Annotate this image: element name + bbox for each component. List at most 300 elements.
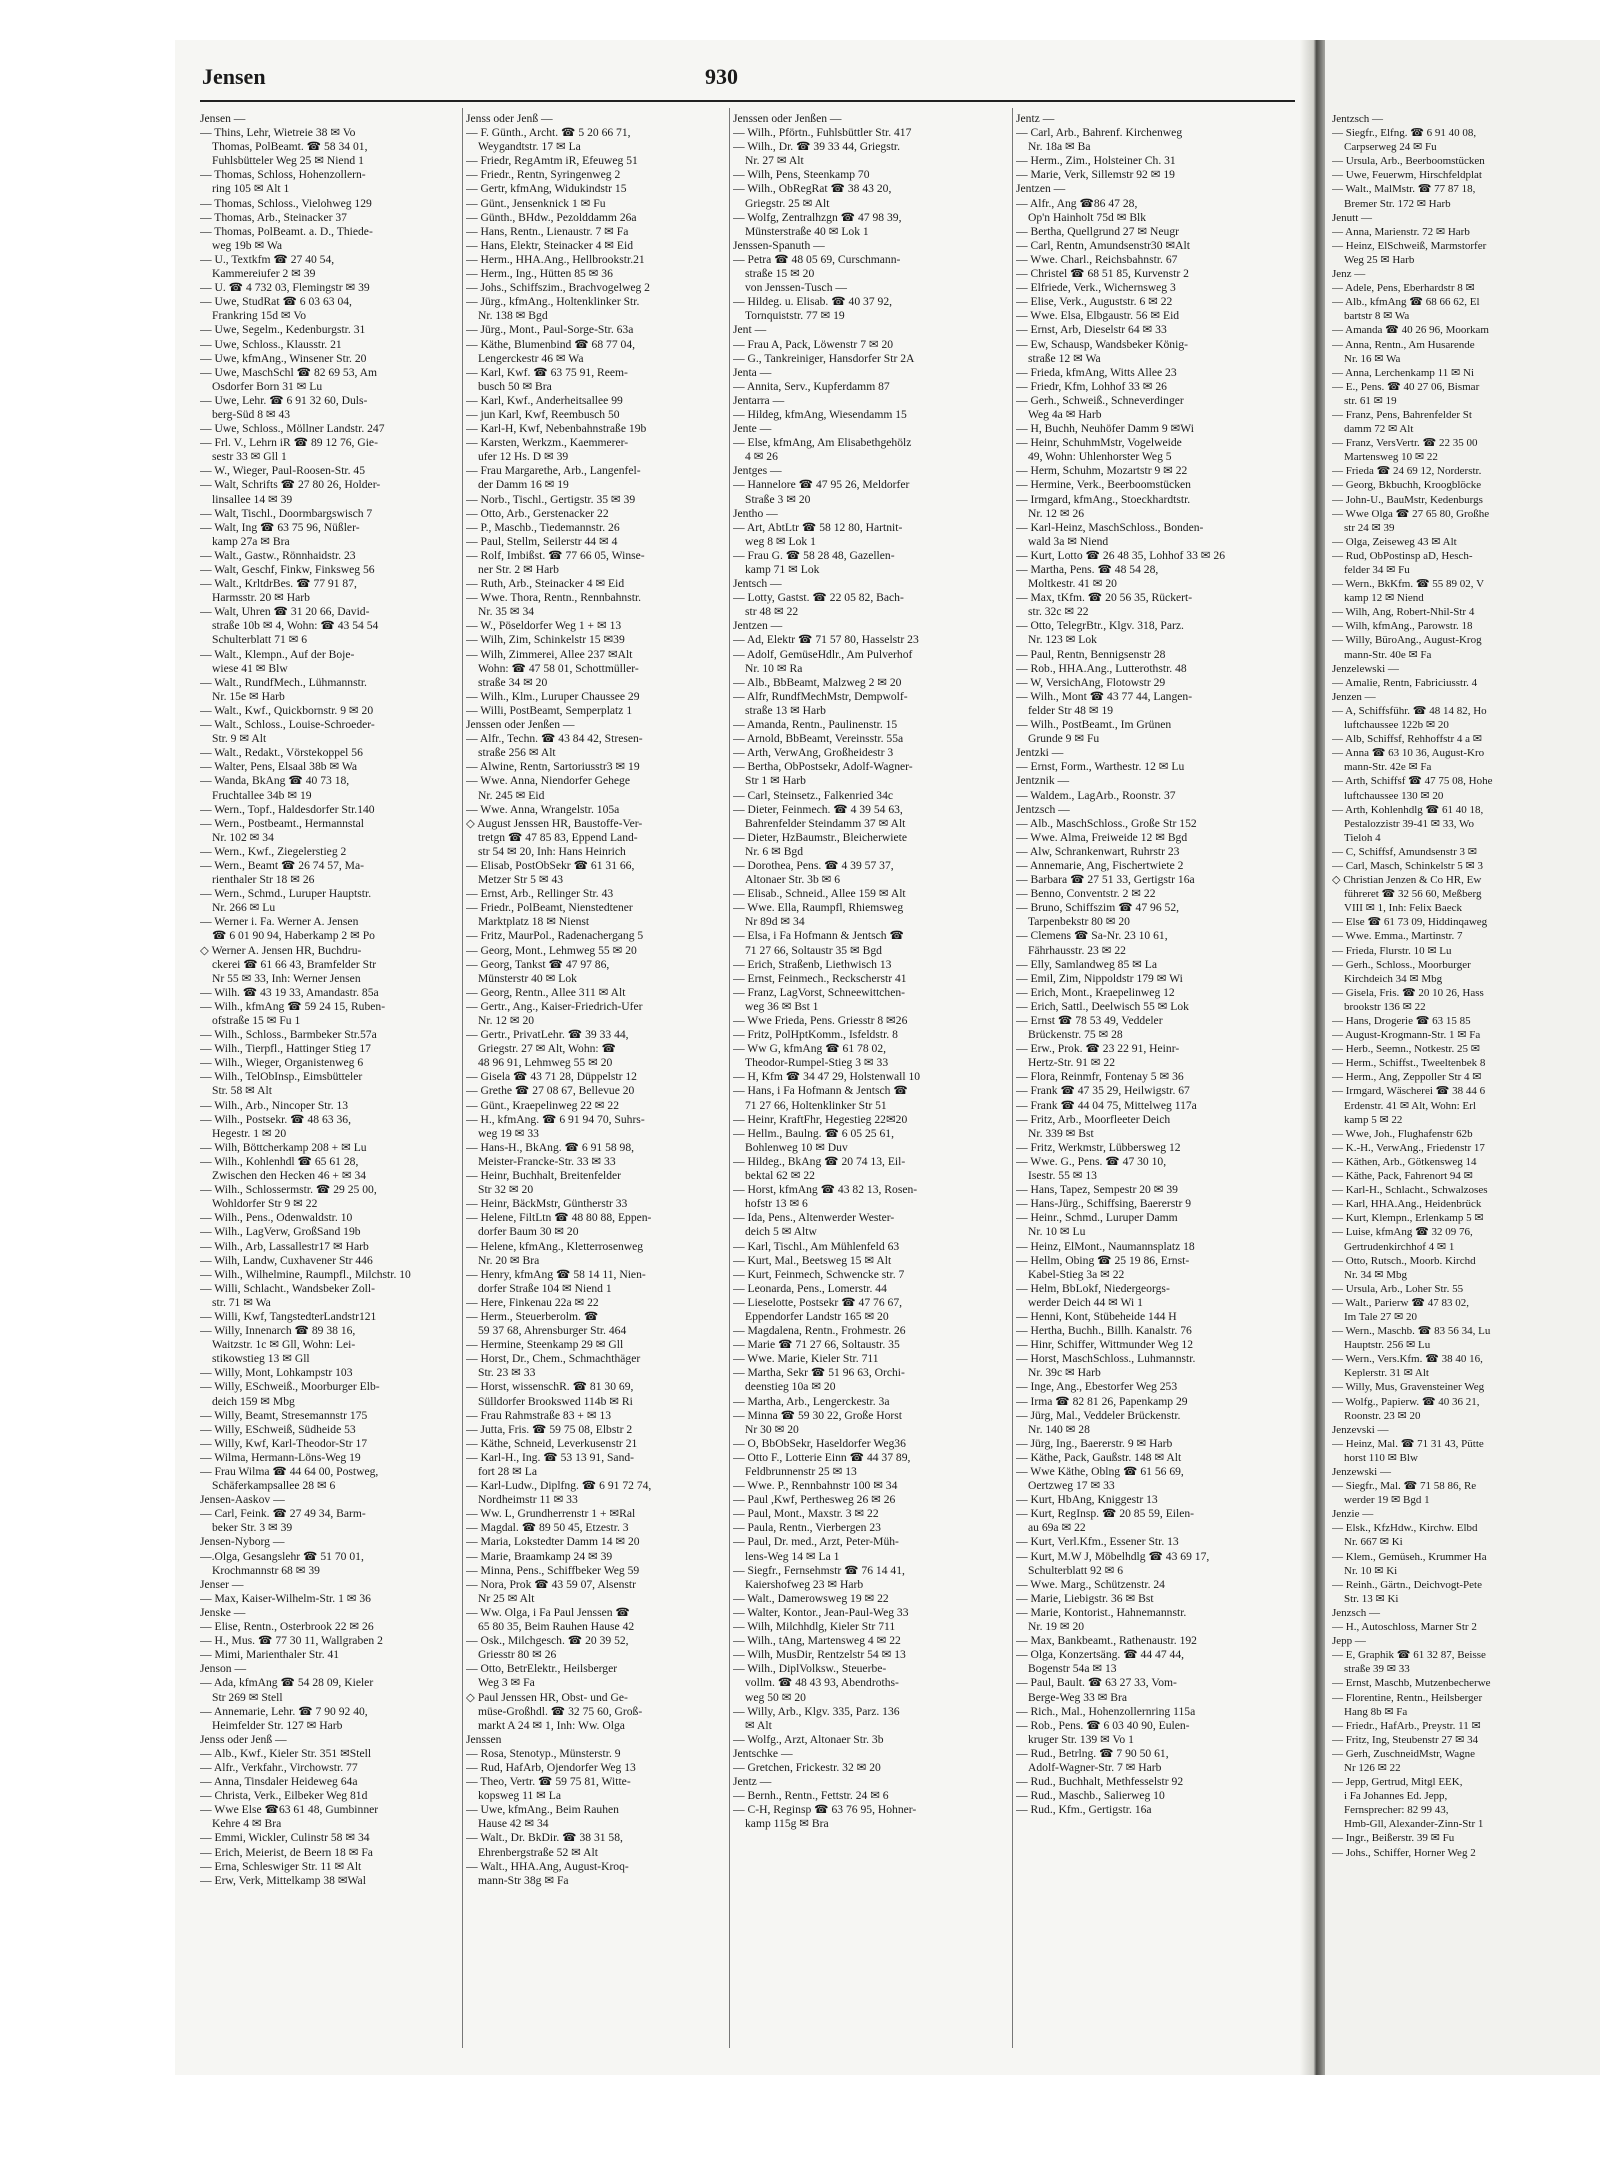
directory-entry-line: — Gerh., Schweiß., Schneverdinger [1016, 393, 1184, 407]
directory-entry-line: — Wilh., DiplVolksw., Steuerbe- [733, 1662, 887, 1676]
directory-entry-line: — Rob., HHA.Ang., Lutterothstr. 48 [1016, 661, 1187, 675]
directory-entry-line: ◇ Paul Jenssen HR, Obst- und Ge- [466, 1690, 628, 1704]
directory-entry-line: — Barbara ☎ 27 51 33, Gertigstr 16a [1016, 873, 1195, 887]
directory-entry-line: Isestr. 55 ✉ 13 [1028, 1169, 1097, 1183]
directory-entry-line: — Herm., HHA.Ang., Hellbrookstr.21 [466, 252, 645, 266]
directory-entry-line: — Adolf, GemüseHdlr., Am Pulverhof [733, 647, 913, 661]
directory-entry-line: Heimfelder Str. 127 ✉ Harb [212, 1718, 343, 1732]
directory-entry-line: — Wilh, kfmAng., Parowstr. 18 [1332, 620, 1473, 633]
directory-entry-line: stikowstieg 13 ✉ Gll [212, 1352, 310, 1366]
directory-entry-line: — Kurt, Feinmech, Schwencke str. 7 [733, 1267, 905, 1281]
directory-entry-line: Nr. 10 ✉ Ra [745, 661, 803, 675]
directory-entry-line: luftchaussee 122b ✉ 20 [1344, 719, 1449, 732]
directory-entry-line: — Franz, Pens, Bahrenfelder St [1332, 408, 1472, 421]
directory-entry-line: straße 39 ✉ 33 [1344, 1663, 1410, 1676]
directory-entry-line: — Marie, Liebigstr. 36 ✉ Bst [1016, 1591, 1154, 1605]
directory-entry-line: — Wwe. Anna, Wrangelstr. 105a [466, 802, 620, 816]
directory-entry-line: Kammereiufer 2 ✉ 39 [212, 267, 316, 281]
directory-entry-line: bartstr 8 ✉ Wa [1344, 310, 1410, 323]
directory-entry-line: — Hermine, Steenkamp 29 ✉ Gll [466, 1338, 624, 1352]
directory-entry-line: straße 13 ✉ Harb [745, 703, 826, 717]
directory-entry-line: — Marie, Verk, Sillemstr 92 ✉ 19 [1016, 168, 1175, 182]
directory-entry-line: — Kurt, Mal., Beetsweg 15 ✉ Alt [733, 1253, 892, 1267]
directory-entry-line: — Friedr., PolBeamt, Nienstedtener [466, 901, 633, 915]
directory-entry-line: — Amanda, Rentn., Paulinenstr. 15 [733, 718, 898, 732]
directory-entry-line: — Marie, Braamkamp 24 ✉ 39 [466, 1549, 613, 1563]
directory-entry-line: — Ursula, Arb., Loher Str. 55 [1332, 1282, 1464, 1295]
directory-entry-line: — Walt., MalMstr. ☎ 77 87 18, [1332, 183, 1476, 196]
directory-entry-line: — Wilh., LagVerw, GroßSand 19b [200, 1225, 361, 1239]
directory-entry-line: — Fritz, Ing, Steubenstr 27 ✉ 34 [1332, 1733, 1479, 1746]
directory-entry-line: — Walt., Kwf., Quickbornstr. 9 ✉ 20 [200, 703, 374, 717]
directory-entry-line: — Herm., Schiffst., Tweeltenbek 8 [1332, 1057, 1486, 1070]
directory-entry-line: — Alb., MaschSchloss., Große Str 152 [1016, 816, 1197, 830]
directory-entry-line: Wohn: ☎ 47 58 01, Schottmüller- [478, 661, 639, 675]
directory-entry-line: — Herm., Steuerberolm. ☎ [466, 1309, 599, 1323]
directory-entry-line: — Wwe. Emma., Martinstr. 7 [1332, 930, 1463, 943]
directory-entry-line: — Ernst, Arb., Rellinger Str. 43 [466, 887, 614, 901]
directory-entry-line: markt A 24 ✉ 1, Inh: Ww. Olga [478, 1718, 625, 1732]
directory-entry-line: str 48 ✉ 22 [745, 605, 799, 619]
directory-entry-line: Nr. 667 ✉ Ki [1344, 1536, 1403, 1549]
directory-entry-line: — Adele, Pens, Eberhardstr 8 ✉ [1332, 282, 1475, 295]
directory-entry-line: — Gertr., Ang., Kaiser-Friedrich-Ufer [466, 999, 643, 1013]
directory-entry-line: — Else ☎ 61 73 09, Hiddinqaweg [1332, 916, 1488, 929]
directory-entry-line: Fruchtallee 34b ✉ 19 [212, 788, 312, 802]
directory-entry-line: — Uwe, Feuerwm, Hirschfeldplat [1332, 169, 1482, 182]
directory-entry-line: — Wilh., ObRegRat ☎ 38 43 20, [733, 182, 892, 196]
directory-entry-line: Jentzsch — [1016, 802, 1070, 816]
directory-entry-line: — Wilh, Böttcherkamp 208 + ✉ Lu [200, 1140, 367, 1154]
directory-entry-line: — Karl-Ludw., Diplfng. ☎ 6 91 72 74, [466, 1479, 652, 1493]
directory-entry-line: — Karl-Heinz, MaschSchloss., Bonden- [1016, 520, 1204, 534]
directory-entry-line: — Waldem., LagArb., Roonstr. 37 [1016, 788, 1176, 802]
directory-entry-line: Jentschke — [733, 1746, 793, 1760]
directory-entry-line: — Walt, Schrifts ☎ 27 80 26, Holder- [200, 478, 381, 492]
directory-entry-line: — Elisab., Schneid., Allee 159 ✉ Alt [733, 887, 906, 901]
directory-entry-line: Eppendorfer Landstr 165 ✉ 20 [745, 1309, 889, 1323]
directory-entry-line: — Karsten, Werkzm., Kaemmerer- [466, 436, 629, 450]
directory-entry-line: — Elise, Verk., Auguststr. 6 ✉ 22 [1016, 295, 1173, 309]
directory-entry-line: — Uwe, kfmAng., Winsener Str. 20 [200, 351, 367, 365]
directory-entry-line: — Friedr, Kfm, Lohhof 33 ✉ 26 [1016, 379, 1167, 393]
directory-entry-line: — Max, tKfm. ☎ 20 56 35, Rückert- [1016, 591, 1193, 605]
directory-entry-line: — Wilh., Postsekr. ☎ 48 63 36, [200, 1112, 351, 1126]
directory-entry-line: busch 50 ✉ Bra [478, 379, 552, 393]
page-header [200, 64, 1295, 102]
directory-entry-line: — Wilma, Hermann-Löns-Weg 19 [200, 1450, 361, 1464]
directory-entry-line: Jenzie — [1332, 1508, 1374, 1521]
directory-entry-line: — Anna, Lerchenkamp 11 ✉ Ni [1332, 366, 1474, 379]
directory-entry-line: hofstr 13 ✉ 6 [745, 1197, 808, 1211]
directory-entry-line: Str. 23 ✉ 33 [478, 1366, 536, 1380]
directory-entry-line: — Jürg., Mont., Paul-Sorge-Str. 63a [466, 323, 634, 337]
directory-entry-line: Frankring 15d ✉ Vo [212, 309, 306, 323]
directory-entry-line: — Wilh, MusDir, Rentzelstr 54 ✉ 13 [733, 1648, 906, 1662]
directory-entry-line: — Walt., HHA.Ang, August-Kroq- [466, 1859, 629, 1873]
directory-entry-line: — Willy, ESchweiß, Südheide 53 [200, 1422, 356, 1436]
directory-entry-line: — Herm., Zim., Holsteiner Ch. 31 [1016, 154, 1176, 168]
directory-entry-line: Fuhlsbütteler Weg 25 ✉ Niend 1 [212, 154, 364, 168]
directory-entry-line: str. 71 ✉ Wa [212, 1295, 271, 1309]
directory-entry-line: — E, Graphik ☎ 61 32 87, Beisse [1332, 1649, 1486, 1662]
directory-entry-line: — Anna, Tinsdaler Heideweg 64a [200, 1775, 358, 1789]
directory-entry-line: Jentzen — [733, 619, 783, 633]
directory-entry-line: — Wolfg, Zentralhzgn ☎ 47 98 39, [733, 210, 902, 224]
directory-entry-line: Str. 9 ✉ Alt [212, 732, 267, 746]
directory-entry-line: — Hans, i Fa Hofmann & Jentsch ☎ [733, 1084, 908, 1098]
directory-entry-line: — Inge, Ang., Ebestorfer Weg 253 [1016, 1380, 1178, 1394]
directory-entry-line: — Minna, Pens., Schiffbeker Weg 59 [466, 1563, 640, 1577]
directory-entry-line: Jenzen — [1332, 690, 1376, 703]
directory-entry-line: — Gisela ☎ 43 71 28, Düppelstr 12 [466, 1070, 637, 1084]
directory-entry-line: au 69a ✉ 22 [1028, 1521, 1086, 1535]
directory-entry-line: — Ernst, Form., Warthestr. 12 ✉ Lu [1016, 760, 1185, 774]
directory-entry-line: — Ernst, Arb, Dieselstr 64 ✉ 33 [1016, 323, 1167, 337]
directory-entry-line: — Wwe. Anna, Niendorfer Gehege [466, 774, 630, 788]
directory-entry-line: Jentho — [733, 506, 778, 520]
directory-entry-line: — F. Günth., Archt. ☎ 5 20 66 71, [466, 126, 631, 140]
directory-entry-line: — Carl, Masch, Schinkelstr 5 ✉ 3 [1332, 859, 1483, 872]
directory-entry-line: Jentarra — [733, 393, 785, 407]
directory-entry-line: vollm. ☎ 48 43 93, Abendroths- [745, 1676, 899, 1690]
directory-entry-line: — Lotty, Gastst. ☎ 22 05 82, Bach- [733, 591, 904, 605]
directory-entry-line: — Paula, Rentn., Vierbergen 23 [733, 1521, 881, 1535]
directory-entry-line: müse-Großhdl. ☎ 32 75 60, Groß- [478, 1704, 643, 1718]
directory-entry-line: Str 1 ✉ Harb [745, 774, 806, 788]
directory-entry-line: — Elsa, i Fa Hofmann & Jentsch ☎ [733, 929, 904, 943]
directory-entry-line: — Gerh., Schloss., Moorburger [1332, 958, 1471, 971]
directory-entry-line: — John-U., BauMstr, Kedenburgs [1332, 493, 1483, 506]
directory-entry-line: — Else, kfmAng, Am Elisabethgehölz [733, 436, 912, 450]
directory-entry-line: Nr. 18a ✉ Ba [1028, 140, 1091, 154]
directory-entry-line: — Wern., Kwf., Ziegelerstieg 2 [200, 844, 347, 858]
page-number: 930 [705, 64, 738, 89]
directory-entry-line: lens-Weg 14 ✉ La 1 [745, 1549, 840, 1563]
directory-entry-line: Str. 13 ✉ Ki [1344, 1592, 1399, 1605]
directory-entry-line: — Alfr, RundfMechMstr, Dempwolf- [733, 689, 908, 703]
directory-entry-line: — W., Pöseldorfer Weg 1 + ✉ 13 [466, 619, 622, 633]
directory-entry-line: kamp 27a ✉ Bra [212, 534, 290, 548]
directory-entry-line: — Florentine, Rentn., Heilsberger [1332, 1691, 1483, 1704]
directory-entry-line: — Hildeg. u. Elisab. ☎ 40 37 92, [733, 295, 893, 309]
directory-entry-line: — P., Maschb., Tiedemannstr. 26 [466, 520, 620, 534]
directory-entry-line: — Franz, VersVertr. ☎ 22 35 00 [1332, 437, 1478, 450]
directory-entry-line: Hertz-Str. 91 ✉ 22 [1028, 1056, 1115, 1070]
directory-entry-line: Jent — [733, 323, 767, 337]
directory-entry-line: Fährhausstr. 23 ✉ 22 [1028, 943, 1126, 957]
directory-entry-line: — Grethe ☎ 27 08 67, Bellevue 20 [466, 1084, 635, 1098]
directory-entry-line: — Kurt, Lotto ☎ 26 48 35, Lohhof 33 ✉ 26 [1016, 548, 1225, 562]
directory-entry-line: — Franz, LagVorst, Schneewittchen- [733, 985, 906, 999]
directory-entry-line: Hegestr. 1 ✉ 20 [212, 1126, 287, 1140]
directory-entry-line: — Uwe, StudRat ☎ 6 03 63 04, [200, 295, 352, 309]
directory-entry-line: damm 72 ✉ Alt [1344, 423, 1414, 436]
directory-entry-line: Metzer Str 5 ✉ 43 [478, 873, 564, 887]
directory-entry-line: Pestalozzistr 39-41 ✉ 33, Wo [1344, 817, 1475, 830]
directory-entry-line: — Wwe Frieda, Pens. Griesstr 8 ✉26 [733, 1014, 908, 1027]
directory-entry-line: — Thomas, Schloss, Hohenzollern- [200, 168, 366, 182]
directory-entry-line: — Wilh. ☎ 43 19 33, Amandastr. 85a [200, 985, 379, 999]
directory-entry-line: — Karl, HHA.Ang., Heidenbrück [1332, 1198, 1482, 1211]
directory-entry-line: — Magdal. ☎ 89 50 45, Etzestr. 3 [466, 1521, 629, 1535]
directory-entry-line: — Anna, Marienstr. 72 ✉ Harb [1332, 225, 1470, 238]
directory-entry-line: Münsterstr 40 ✉ Lok [478, 971, 577, 985]
directory-entry-line: — Nora, Prok ☎ 43 59 07, Alsenstr [466, 1577, 636, 1591]
directory-entry-line: — Fritz, MaurPol., Radenachergang 5 [466, 929, 644, 943]
directory-entry-line: — Ada, kfmAng ☎ 54 28 09, Kieler [200, 1676, 374, 1690]
directory-entry-line: — Jürg, Mal., Veddeler Brückenstr. [1016, 1408, 1181, 1422]
directory-entry-line: — Helm, BbLokf, Niedergeorgs- [1016, 1281, 1170, 1295]
directory-entry-line: — Frank ☎ 44 04 75, Mittelweg 117a [1016, 1098, 1197, 1112]
directory-entry-line: — Emmi, Wickler, Culinstr 58 ✉ 34 [200, 1831, 370, 1845]
directory-entry-line: — Walt., Klempn., Auf der Boje- [200, 647, 355, 661]
directory-entry-line: kruger Str. 139 ✉ Vo 1 [1028, 1732, 1134, 1746]
directory-entry-line: — Norb., Tischl., Gertigstr. 35 ✉ 39 [466, 492, 636, 506]
directory-column-3 [733, 112, 1011, 2052]
directory-entry-line: Jentges — [733, 464, 782, 478]
directory-entry-line: — Paul, Rentn, Bennigsenstr 28 [1016, 647, 1166, 661]
directory-entry-line: — Alw, Schrankenwart, Ruhrstr 23 [1016, 844, 1180, 858]
directory-entry-line: Nr. 16 ✉ Wa [1344, 352, 1401, 365]
directory-entry-line: Bogenstr 54a ✉ 13 [1028, 1662, 1117, 1676]
directory-entry-line: ◇ Werner A. Jensen HR, Buchdru- [200, 943, 362, 957]
directory-entry-line: — Hellm., Baulng. ☎ 6 05 25 61, [733, 1126, 894, 1140]
directory-entry-line: — Heinr, KraftFhr, Hegestieg 22✉20 [733, 1112, 908, 1126]
directory-entry-line: — Alb., Kwf., Kieler Str. 351 ✉Stell [200, 1746, 372, 1760]
directory-entry-line: — Friedr., Rentn, Syringenweg 2 [466, 168, 621, 182]
directory-entry-line: Meister-Francke-Str. 33 ✉ 33 [478, 1154, 616, 1168]
directory-entry-line: weg 19b ✉ Wa [212, 238, 283, 252]
directory-entry-line: — Kurt, M.W J, Möbelhdlg ☎ 43 69 17, [1016, 1549, 1210, 1563]
directory-entry-line: VIII ✉ 1, Inh: Felix Baeck [1344, 902, 1462, 915]
directory-entry-line: Nr. 39c ✉ Harb [1028, 1366, 1101, 1380]
directory-entry-line: — Horst, MaschSchloss., Luhmannstr. [1016, 1352, 1196, 1366]
directory-entry-line: 48 96 91, Lehmweg 55 ✉ 20 [478, 1056, 613, 1070]
directory-entry-line: felder Str 48 ✉ 19 [1028, 703, 1114, 717]
column-divider [462, 108, 463, 2048]
directory-entry-line: — Otto, BetrElektr., Heilsberger [466, 1662, 618, 1676]
directory-entry-line: linsallee 14 ✉ 39 [212, 492, 293, 506]
directory-entry-line: Str 32 ✉ 20 [478, 1183, 534, 1197]
directory-entry-line: der Damm 16 ✉ 19 [478, 478, 569, 492]
directory-entry-line: Adolf-Wagner-Str. 7 ✉ Harb [1028, 1760, 1162, 1774]
directory-entry-line: i Fa Johannes Ed. Jepp, [1344, 1790, 1448, 1803]
directory-entry-line: Nr. 34 ✉ Mbg [1344, 1268, 1407, 1281]
directory-entry-line: — Wilh., Klm., Luruper Chaussee 29 [466, 689, 640, 703]
directory-entry-line: luftchaussee 130 ✉ 20 [1344, 789, 1444, 802]
directory-entry-line: Jentzen — [1016, 182, 1066, 196]
directory-entry-line: von Jenssen-Tusch — [745, 281, 847, 295]
directory-entry-line: — Käthe, Pack, Fahrenort 94 ✉ [1332, 1170, 1473, 1183]
directory-entry-line: Schäferkampsallee 28 ✉ 6 [212, 1479, 336, 1493]
directory-entry-line: Jenutt — [1332, 211, 1373, 224]
directory-entry-line: — Paul, Bault. ☎ 63 27 33, Vom- [1016, 1676, 1177, 1690]
directory-entry-line: wiese 41 ✉ Blw [212, 661, 288, 675]
directory-entry-line: Nr 126 ✉ 22 [1344, 1761, 1401, 1774]
directory-entry-line: — Wilh, Pens, Steenkamp 70 [733, 168, 870, 182]
directory-entry-line: Nr. 12 ✉ 20 [478, 1014, 535, 1027]
directory-entry-line: — Gertr, kfmAng, Widukindstr 15 [466, 182, 627, 196]
directory-entry-line: — Ruth, Arb., Steinacker 4 ✉ Eid [466, 577, 625, 591]
directory-entry-line: — O, BbObSekr, Haseldorfer Weg36 [733, 1436, 906, 1450]
directory-entry-line: — Käthen, Arb., Götkensweg 14 [1332, 1155, 1477, 1168]
directory-entry-line: Jentz — [1016, 112, 1055, 125]
directory-entry-line: — Heinr., Schmd., Luruper Damm [1016, 1211, 1178, 1225]
directory-entry-line: Jensen-Aaskov — [200, 1493, 285, 1507]
directory-entry-line: ✉ Alt [745, 1718, 772, 1732]
directory-entry-line: — Dieter, HzBaumstr., Bleicherwiete [733, 830, 908, 844]
directory-entry-line: Roonstr. 23 ✉ 20 [1344, 1409, 1421, 1422]
directory-entry-line: Griegstr. 25 ✉ Alt [745, 196, 830, 210]
directory-entry-line: — Marie ☎ 71 27 66, Soltaustr. 35 [733, 1338, 900, 1352]
directory-entry-line: — Hermine, Verk., Beerboomstücken [1016, 478, 1191, 492]
directory-entry-line: — Wilh, Landw, Cuxhavener Str 446 [200, 1253, 373, 1267]
directory-entry-line: Keplerstr. 31 ✉ Alt [1344, 1367, 1429, 1380]
directory-column-2 [466, 112, 726, 2052]
directory-entry-line: ckerei ☎ 61 66 43, Bramfelder Str [212, 957, 377, 971]
directory-entry-line: straße 10b ✉ 4, Wohn: ☎ 43 54 54 [212, 619, 379, 633]
directory-entry-line: Jenta — [733, 365, 772, 379]
directory-entry-line: — K.-H., VerwAng., Friedenstr 17 [1332, 1141, 1485, 1154]
directory-entry-line: Tarpenbekstr 80 ✉ 20 [1028, 915, 1130, 929]
directory-entry-line: Nr. 6 ✉ Bgd [745, 844, 804, 858]
directory-entry-line: — Frl. V., Lehrn iR ☎ 89 12 76, Gie- [200, 436, 378, 450]
directory-entry-line: — Petra ☎ 48 05 69, Curschmann- [733, 252, 901, 266]
directory-entry-line: Nr. 339 ✉ Bst [1028, 1126, 1094, 1140]
directory-entry-line: Hause 42 ✉ 34 [478, 1817, 549, 1831]
directory-entry-line: — Frau G. ☎ 58 28 48, Gazellen- [733, 548, 895, 562]
directory-entry-line: — Dorothea, Pens. ☎ 4 39 57 37, [733, 858, 894, 872]
directory-entry-line: deenstieg 10a ✉ 20 [745, 1380, 836, 1394]
directory-entry-line: — Mimi, Marienthaler Str. 41 [200, 1648, 340, 1662]
directory-entry-line: — Anna ☎ 63 10 36, August-Kro [1332, 747, 1485, 760]
directory-entry-line: Bohlenweg 10 ✉ Duv [745, 1140, 848, 1154]
directory-entry-line: — C-H, Reginsp ☎ 63 76 95, Hohner- [733, 1803, 917, 1817]
directory-entry-line: str. 61 ✉ 19 [1344, 394, 1397, 407]
directory-entry-line: — Walter, Kontor., Jean-Paul-Weg 33 [733, 1605, 909, 1619]
directory-entry-line: felder 34 ✉ Fu [1344, 564, 1410, 576]
directory-entry-line: — Wwe. Ella, Raumpfl, Rhiemsweg [733, 901, 904, 915]
directory-entry-line: Op'n Hainholt 75d ✉ Blk [1028, 210, 1147, 224]
directory-entry-line: Nr. 10 ✉ Ki [1344, 1564, 1398, 1577]
directory-entry-line: Kirchdeich 34 ✉ Mbg [1344, 972, 1443, 985]
directory-entry-line: Nr. 15e ✉ Harb [212, 689, 285, 703]
directory-entry-line: — Erw, Verk, Mittelkamp 38 ✉Wal [200, 1873, 366, 1887]
directory-entry-line: — Karl-H, Kwf, Nebenbahnstraße 19b [466, 422, 647, 436]
directory-entry-line: — Wern., Schmd., Luruper Hauptstr. [200, 887, 372, 901]
directory-entry-line: ☎ 6 01 90 94, Haberkamp 2 ✉ Po [212, 929, 375, 943]
directory-entry-line: Jentzsch — [1332, 113, 1384, 125]
directory-entry-line: — Siegfr., Mal. ☎ 71 58 86, Re [1332, 1480, 1477, 1493]
directory-entry-line: Nr. 266 ✉ Lu [212, 901, 276, 915]
directory-entry-line: — Jepp, Gertrud, Mitgl EEK, [1332, 1776, 1463, 1789]
directory-entry-line: — Maria, Lokstedter Damm 14 ✉ 20 [466, 1535, 640, 1549]
directory-entry-line: — Walt., Schloss., Louise-Schroeder- [200, 718, 375, 732]
directory-entry-line: Nr. 102 ✉ 34 [212, 830, 274, 844]
directory-entry-line: — Otto, Arb., Gerstenacker 22 [466, 506, 609, 520]
directory-entry-line: dorfer Baum 30 ✉ 20 [478, 1225, 579, 1239]
directory-entry-line: — Martha, Pens. ☎ 48 54 28, [1016, 563, 1159, 576]
directory-entry-line: — Uwe, Schloss., Klausstr. 21 [200, 337, 342, 351]
directory-entry-line: Bahrenfelder Steindamm 37 ✉ Alt [745, 816, 906, 830]
directory-entry-line: — Bertha, ObPostsekr, Adolf-Wagner- [733, 760, 913, 774]
directory-entry-line: Jepp — [1332, 1635, 1366, 1648]
directory-entry-line: — Herm, Schuhm, Mozartstr 9 ✉ 22 [1016, 464, 1188, 478]
directory-entry-line: — Helene, FiltLtn ☎ 48 80 88, Eppen- [466, 1211, 652, 1225]
directory-entry-line: — Irmgard, kfmAng., Stoeckhardtstr. [1016, 492, 1191, 506]
directory-entry-line: — Otto, Rutsch., Moorb. Kirchd [1332, 1254, 1476, 1267]
directory-entry-line: — Wern., Beamt ☎ 26 74 57, Ma- [200, 858, 364, 872]
directory-entry-line: — Annemarie, Ang, Fischertwiete 2 [1016, 858, 1184, 872]
directory-entry-line: Griesstr 80 ✉ 26 [478, 1648, 557, 1662]
directory-entry-line: — Amanda ☎ 40 26 96, Moorkam [1332, 324, 1489, 337]
directory-entry-line: — Jutta, Fris. ☎ 59 75 08, Elbstr 2 [466, 1422, 633, 1436]
directory-entry-line: — Herb., Seemn., Notkestr. 25 ✉ [1332, 1043, 1480, 1056]
directory-entry-line: — Bernh., Rentn., Fettstr. 24 ✉ 6 [733, 1789, 889, 1803]
directory-entry-line: — Ingr., Beißerstr. 39 ✉ Fu [1332, 1832, 1455, 1845]
directory-entry-line: Sülldorfer Brookswed 114b ✉ Ri [478, 1394, 633, 1408]
directory-entry-line: — Thomas, Schloss., Vielohweg 129 [200, 196, 372, 210]
directory-entry-line: — Kurt, HbAng, Kniggestr 13 [1016, 1493, 1158, 1507]
directory-entry-line: — H., kfmAng. ☎ 6 91 94 70, Suhrs- [466, 1112, 645, 1126]
directory-entry-line: Nr 30 ✉ 20 [745, 1422, 799, 1436]
directory-entry-line: Harmsstr. 20 ✉ Harb [212, 591, 310, 605]
directory-column-4 [1016, 112, 1298, 2052]
directory-entry-line: — Arth, VerwAng, Großheidestr 3 [733, 746, 894, 760]
directory-entry-line: — A, Schiffsführ. ☎ 48 14 82, Ho [1332, 704, 1487, 717]
directory-entry-line: — Wilh, Zim, Schinkelstr 15 ✉39 [466, 633, 625, 647]
directory-entry-line: — Walt., Dr. BkDir. ☎ 38 31 58, [466, 1831, 623, 1845]
column-divider [729, 108, 730, 2048]
directory-entry-line: — Heinr, BäckMstr, Güntherstr 33 [466, 1197, 628, 1211]
directory-entry-line: ner Str. 2 ✉ Harb [478, 563, 559, 576]
directory-entry-line: — August-Krogmann-Str. 1 ✉ Fa [1332, 1029, 1481, 1042]
directory-entry-line: — Erich, Sattl., Deelwisch 55 ✉ Lok [1016, 999, 1189, 1013]
directory-entry-line: — Siegfr., Elfng. ☎ 6 91 40 08, [1332, 127, 1477, 140]
directory-entry-line: — Wwe Käthe, Oblng ☎ 61 56 69, [1016, 1465, 1184, 1478]
directory-entry-line: straße 34 ✉ 20 [478, 675, 548, 689]
directory-entry-line: — Wwe. Marie, Kieler Str. 711 [733, 1352, 879, 1366]
directory-entry-line: 49, Wohn: Uhlenhorster Weg 5 [1028, 450, 1172, 464]
directory-entry-line: — Rud., Betrlng. ☎ 7 90 50 61, [1016, 1746, 1169, 1760]
directory-entry-line: — Hans, Elektr, Steinacker 4 ✉ Eid [466, 238, 634, 252]
directory-entry-line: — Fritz, PolHptKomm., Isfeldstr. 8 [733, 1028, 898, 1042]
directory-entry-line: — Frieda, kfmAng, Witts Allee 23 [1016, 365, 1177, 379]
directory-entry-line: — Wilh., Kohlenhdl ☎ 65 61 28, [200, 1154, 359, 1168]
directory-entry-line: — Paul, Mont., Maxstr. 3 ✉ 22 [733, 1507, 879, 1521]
directory-entry-line: — Olga, Konzertsäng. ☎ 44 47 44, [1016, 1648, 1185, 1662]
directory-entry-line: — Wilh., Arb., Nincoper Str. 13 [200, 1098, 349, 1112]
directory-entry-line: Theodor-Rumpel-Stieg 3 ✉ 33 [745, 1056, 889, 1070]
directory-entry-line: — Paul, Dr. med., Arzt, Peter-Müh- [733, 1535, 899, 1549]
directory-entry-line: Nr. 20 ✉ Bra [478, 1253, 540, 1267]
directory-entry-line: — Walt., Redakt., Vörstekoppel 56 [200, 746, 363, 760]
directory-entry-line: ofstraße 15 ✉ Fu 1 [212, 1014, 301, 1027]
directory-entry-line: — Fritz, Werkmstr, Lübbersweg 12 [1016, 1140, 1181, 1154]
directory-entry-line: — Arth, Schiffsf ☎ 47 75 08, Hohe [1332, 775, 1493, 788]
directory-entry-line: — Walt., Damerowsweg 19 ✉ 22 [733, 1591, 889, 1605]
directory-entry-line: Weygandtstr. 17 ✉ La [478, 140, 581, 154]
directory-entry-line: werder 19 ✉ Bgd 1 [1344, 1494, 1430, 1507]
directory-entry-line: — Hans, Tapez, Sempestr 20 ✉ 39 [1016, 1183, 1178, 1197]
directory-entry-line: — Erna, Schleswiger Str. 11 ✉ Alt [200, 1859, 362, 1873]
directory-entry-line: Thomas, PolBeamt. ☎ 58 34 01, [212, 140, 368, 154]
directory-entry-line: Lengerckestr 46 ✉ Wa [478, 351, 584, 365]
directory-entry-line: — Alfr., Ang ☎86 47 28, [1016, 196, 1138, 210]
directory-entry-line: — Kurt, Klempn., Erlenkamp 5 ✉ [1332, 1212, 1484, 1225]
directory-entry-line: — Karl, Tischl., Am Mühlenfeld 63 [733, 1239, 900, 1253]
